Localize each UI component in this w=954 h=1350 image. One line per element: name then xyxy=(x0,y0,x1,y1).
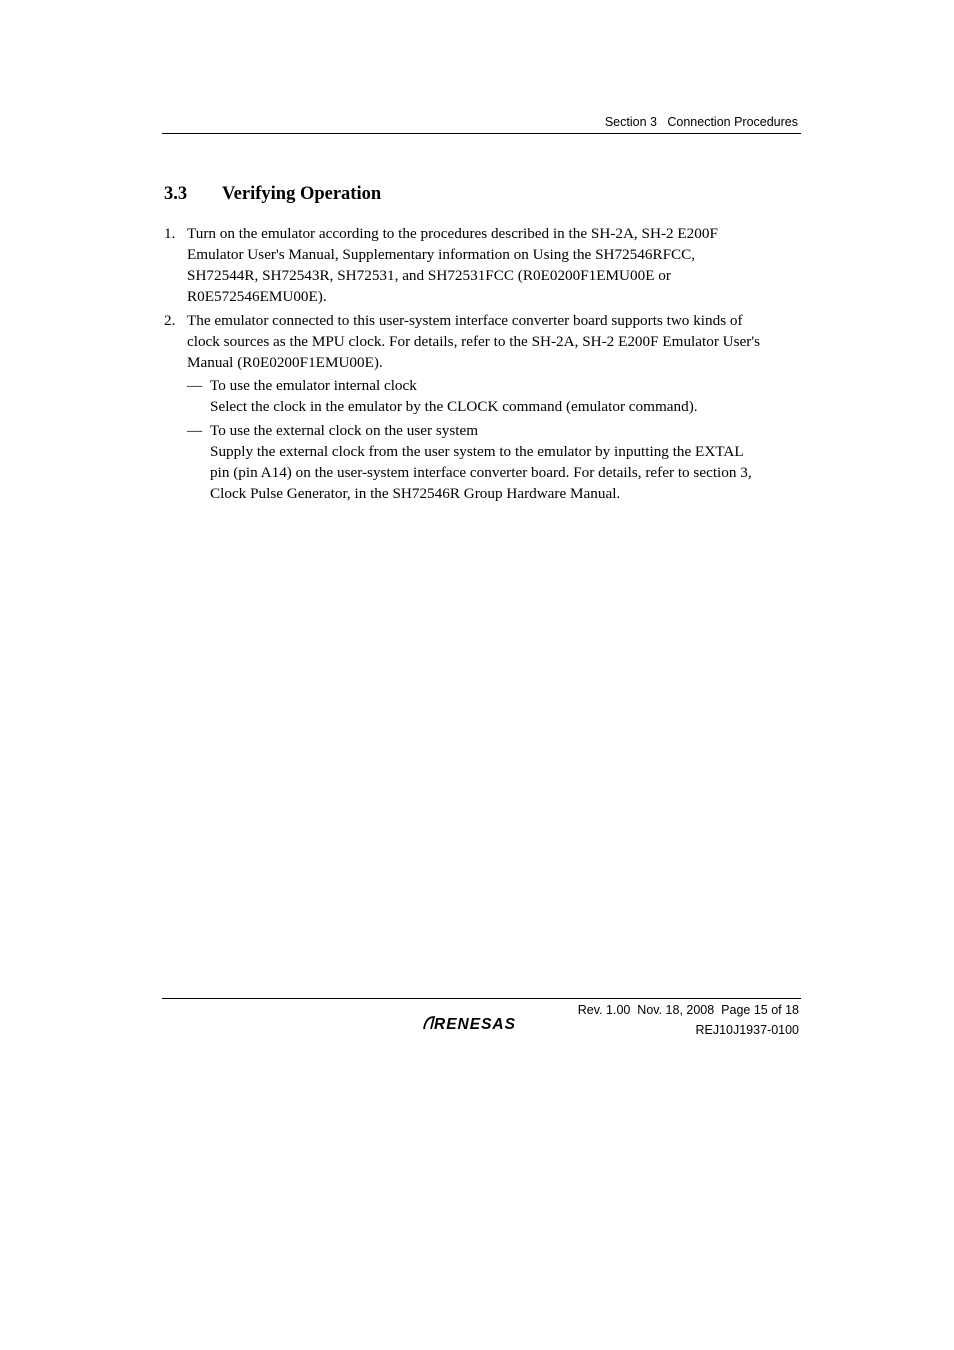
dash-marker: — xyxy=(187,377,203,394)
renesas-logo xyxy=(422,1014,542,1032)
running-header: Section 3 Connection Procedures xyxy=(604,115,798,129)
section-heading xyxy=(164,184,381,205)
header-rule xyxy=(162,133,801,134)
revision-info: Rev. 1.00 Nov. 18, 2008 Page 15 of 18 xyxy=(577,1003,799,1017)
list-item-2 xyxy=(164,311,804,374)
dash-marker: — xyxy=(187,422,203,439)
renesas-logo-icon xyxy=(422,1014,542,1032)
sub-item-text: To use the external clock on the user system Supply the external clock from the user system to the emulator by inputting the EXTAL pin (pin A14) on the user-system interface converter board. For details, refer to section 3, Clock Pulse Generator, in the SH72546R Group Hardware Manual. xyxy=(210,422,752,502)
sub-item-internal-clock xyxy=(187,376,807,418)
list-marker: 1. xyxy=(164,225,176,242)
list-item-text: The emulator connected to this user-system interface converter board supports two kinds of clock sources as the MPU clock. For details, refer to the SH-2A, SH-2 E200F Emulator User's Manual (R0E0200F1EMU00E). xyxy=(187,312,761,371)
section-title: Verifying Operation xyxy=(222,184,382,204)
sub-item-external-clock xyxy=(187,421,807,505)
sub-item-text: To use the emulator internal clock Select the clock in the emulator by the CLOCK command (emulator command). xyxy=(210,377,698,415)
document-number: REJ10J1937-0100 xyxy=(695,1023,799,1037)
list-item-text: Turn on the emulator according to the procedures described in the SH-2A, SH-2 E200F Emulator User's Manual, Supplementary information on Using the SH72546RFCC, SH72544R, SH72543R, SH72531, and SH72531FCC (R0E0200F1EMU00E or R0E572546EMU00E). xyxy=(187,225,718,305)
footer-rule xyxy=(162,998,801,999)
section-number: 3.3 xyxy=(164,184,188,204)
list-marker: 2. xyxy=(164,312,176,329)
list-item-1 xyxy=(164,224,804,308)
logo-text: RENESAS xyxy=(434,1016,516,1032)
